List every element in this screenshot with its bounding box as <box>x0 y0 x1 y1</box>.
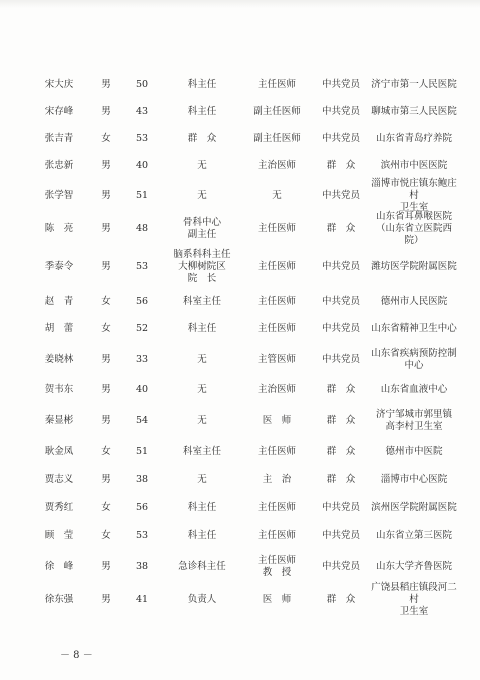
title-cell: 主 治 <box>262 474 292 485</box>
title-cell: 主任医师 <box>257 261 296 272</box>
org-cell: 潍坊医学院附属医院 <box>371 261 457 272</box>
org-cell: 山东省青岛疗养院 <box>375 132 452 144</box>
name-cell: 张学智 <box>44 189 74 201</box>
title-cell: 主治医师 <box>257 159 296 171</box>
name-cell: 徐 峰 <box>44 561 74 572</box>
title-cell: 主任医师 <box>257 446 296 457</box>
title-cell: 医 师 <box>262 594 292 605</box>
table-row <box>28 212 458 246</box>
party-cell: 群 众 <box>326 446 356 457</box>
page-number: － 8 － <box>60 650 93 661</box>
name-cell: 耿金凤 <box>44 446 74 457</box>
sex-cell: 男 <box>101 561 111 572</box>
sex-cell: 女 <box>101 446 111 457</box>
party-cell: 群 众 <box>326 415 356 426</box>
post-cell: 无 <box>197 353 207 365</box>
org-cell: 山东省立第三医院 <box>375 530 452 541</box>
title-cell: 主任医师 <box>257 295 296 307</box>
name-cell: 宋存峰 <box>44 105 74 117</box>
table-row <box>28 404 458 438</box>
age-cell: 38 <box>135 561 149 572</box>
title-cell: 主任医师 <box>257 530 296 541</box>
org-cell: 济宁邹城市郭里镇 高李村卫生室 <box>375 409 452 432</box>
party-cell: 中共党员 <box>321 502 360 513</box>
age-cell: 50 <box>135 79 149 90</box>
age-cell: 56 <box>135 295 149 307</box>
post-cell: 脑系科科主任 大柳树院区 院 长 <box>173 249 231 284</box>
post-cell: 无 <box>197 159 207 171</box>
age-cell: 51 <box>135 189 149 201</box>
org-cell: 滨州医学院附属医院 <box>371 502 457 513</box>
sex-cell: 女 <box>101 502 111 513</box>
age-cell: 38 <box>135 474 149 485</box>
age-cell: 43 <box>135 105 149 117</box>
title-cell: 主治医师 <box>257 384 296 395</box>
party-cell: 群 众 <box>326 384 356 395</box>
org-cell: 山东省血液中心 <box>380 384 448 395</box>
party-cell: 群 众 <box>326 223 356 234</box>
name-cell: 张吉青 <box>44 132 74 144</box>
post-cell: 科室主任 <box>182 446 221 457</box>
post-cell: 无 <box>197 474 207 485</box>
party-cell: 中共党员 <box>321 530 360 541</box>
sex-cell: 男 <box>101 474 111 485</box>
table-row <box>28 179 458 212</box>
table-row <box>28 376 458 404</box>
table-row <box>28 550 458 584</box>
age-cell: 48 <box>135 223 149 234</box>
org-cell: 滨州市中医医院 <box>380 159 448 171</box>
post-cell: 骨科中心 副主任 <box>182 217 221 240</box>
sex-cell: 男 <box>101 384 111 395</box>
table-row <box>28 98 458 125</box>
post-cell: 科室主任 <box>182 295 221 307</box>
post-cell: 科主任 <box>187 502 217 513</box>
party-cell: 中共党员 <box>321 189 360 201</box>
sex-cell: 男 <box>101 79 111 90</box>
sex-cell: 男 <box>101 223 111 234</box>
org-cell: 广饶县稻庄镇段河二村 卫生室 <box>371 582 457 617</box>
post-cell: 负责人 <box>187 594 217 605</box>
party-cell: 中共党员 <box>321 295 360 307</box>
org-cell: 德州市中医院 <box>385 446 443 457</box>
party-cell: 群 众 <box>326 159 356 171</box>
name-cell: 姜晓林 <box>44 353 74 365</box>
post-cell: 科主任 <box>187 323 217 334</box>
title-cell: 副主任医师 <box>253 105 301 117</box>
sex-cell: 女 <box>101 132 111 144</box>
title-cell: 无 <box>272 189 282 201</box>
sex-cell: 男 <box>101 261 111 272</box>
name-cell: 张忠新 <box>44 159 74 171</box>
age-cell: 54 <box>135 415 149 426</box>
sex-cell: 女 <box>101 530 111 541</box>
party-cell: 中共党员 <box>321 561 360 572</box>
table-row <box>28 584 458 616</box>
sex-cell: 男 <box>101 594 111 605</box>
org-cell: 淄博市中心医院 <box>380 474 448 485</box>
title-cell: 主任医师 <box>257 79 296 90</box>
name-cell: 贾秀红 <box>44 502 74 513</box>
title-cell: 主任医师 教 授 <box>257 555 296 578</box>
age-cell: 53 <box>135 261 149 272</box>
sex-cell: 女 <box>101 323 111 334</box>
table-row <box>28 72 458 98</box>
age-cell: 41 <box>135 594 149 605</box>
table-row <box>28 152 458 179</box>
age-cell: 53 <box>135 530 149 541</box>
org-cell: 济宁市第一人民医院 <box>371 79 457 90</box>
party-cell: 中共党员 <box>321 353 360 365</box>
post-cell: 急诊科主任 <box>178 561 226 572</box>
name-cell: 顾 莹 <box>44 530 74 541</box>
name-cell: 陈 亮 <box>44 223 74 234</box>
sex-cell: 男 <box>101 105 111 117</box>
sex-cell: 男 <box>101 159 111 171</box>
table-row <box>28 125 458 152</box>
table-row <box>28 288 458 315</box>
party-cell: 中共党员 <box>321 79 360 90</box>
table-row <box>28 315 458 343</box>
table-row <box>28 466 458 494</box>
personnel-table <box>28 72 458 616</box>
title-cell: 副主任医师 <box>253 132 301 144</box>
post-cell: 群 众 <box>187 132 217 144</box>
party-cell: 群 众 <box>326 594 356 605</box>
table-row <box>28 246 458 288</box>
org-cell: 德州市人民医院 <box>380 295 448 307</box>
party-cell: 群 众 <box>326 474 356 485</box>
post-cell: 无 <box>197 415 207 426</box>
table-row <box>28 522 458 550</box>
name-cell: 贺韦东 <box>44 384 74 395</box>
title-cell: 主任医师 <box>257 223 296 234</box>
age-cell: 51 <box>135 446 149 457</box>
org-cell: 山东大学齐鲁医院 <box>375 561 452 572</box>
age-cell: 56 <box>135 502 149 513</box>
post-cell: 科主任 <box>187 79 217 90</box>
table-row <box>28 343 458 376</box>
age-cell: 40 <box>135 384 149 395</box>
sex-cell: 女 <box>101 295 111 307</box>
age-cell: 33 <box>135 353 149 365</box>
party-cell: 中共党员 <box>321 132 360 144</box>
party-cell: 中共党员 <box>321 323 360 334</box>
name-cell: 秦显彬 <box>44 415 74 426</box>
name-cell: 徐东强 <box>44 594 74 605</box>
name-cell: 季泰令 <box>44 261 74 272</box>
post-cell: 无 <box>197 384 207 395</box>
age-cell: 53 <box>135 132 149 144</box>
org-cell: 淄博市悦庄镇东鲍庄村 卫生室 <box>371 177 457 213</box>
party-cell: 中共党员 <box>321 105 360 117</box>
title-cell: 主管医师 <box>257 353 296 365</box>
page-top-edge <box>0 0 480 8</box>
name-cell: 宋大庆 <box>44 79 74 90</box>
org-cell: 山东省疾病预防控制 中心 <box>371 347 457 371</box>
post-cell: 科主任 <box>187 530 217 541</box>
org-cell: 山东省耳鼻喉医院 （山东省立医院西院） <box>375 211 452 246</box>
party-cell: 中共党员 <box>321 261 360 272</box>
sex-cell: 男 <box>101 415 111 426</box>
table-row <box>28 438 458 466</box>
title-cell: 医 师 <box>262 415 292 426</box>
post-cell: 科主任 <box>187 105 217 117</box>
title-cell: 主任医师 <box>257 323 296 334</box>
age-cell: 40 <box>135 159 149 171</box>
age-cell: 52 <box>135 323 149 334</box>
sex-cell: 男 <box>101 189 111 201</box>
name-cell: 贾志义 <box>44 474 74 485</box>
title-cell: 主任医师 <box>257 502 296 513</box>
org-cell: 聊城市第三人民医院 <box>371 105 457 117</box>
table-row <box>28 494 458 522</box>
post-cell: 无 <box>197 189 207 201</box>
org-cell: 山东省精神卫生中心 <box>371 323 457 334</box>
name-cell: 胡 蕾 <box>44 323 74 334</box>
sex-cell: 男 <box>101 353 111 365</box>
name-cell: 赵 青 <box>44 295 74 307</box>
